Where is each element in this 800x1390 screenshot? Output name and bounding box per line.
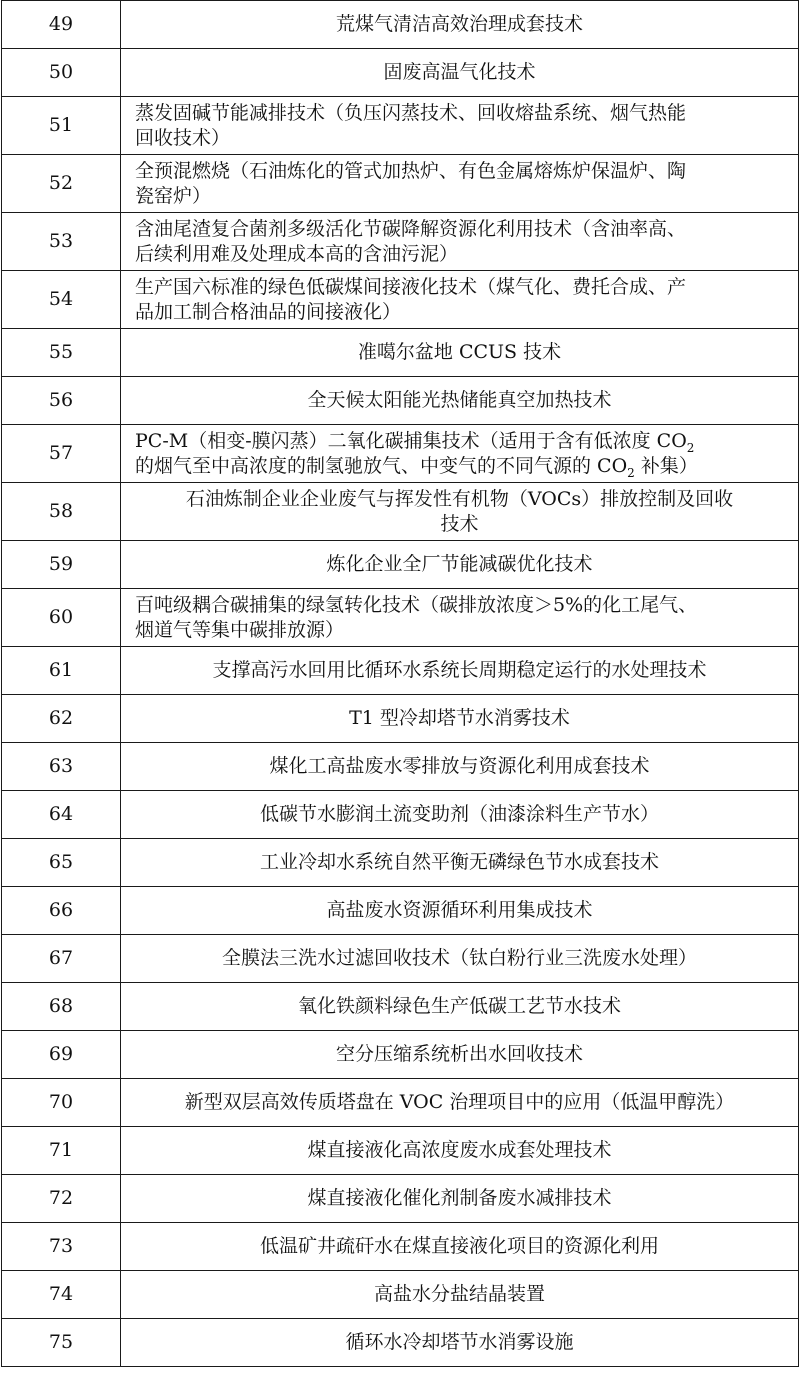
row-number: 71 (2, 1127, 121, 1175)
technology-name: 高盐水分盐结晶装置 (121, 1271, 799, 1319)
technology-name-line: 的烟气至中高浓度的制氢驰放气、中变气的不同气源的 CO (135, 454, 628, 477)
technology-name: 准噶尔盆地 CCUS 技术 (121, 329, 799, 377)
technology-name: 高盐废水资源循环利用集成技术 (121, 887, 799, 935)
technology-name: 全膜法三洗水过滤回收技术（钛白粉行业三洗废水处理） (121, 935, 799, 983)
table-row (2, 1271, 799, 1319)
row-number: 59 (2, 541, 121, 589)
table-row (2, 589, 799, 647)
technology-name (121, 425, 799, 483)
table-row (2, 791, 799, 839)
table-row (2, 1031, 799, 1079)
technology-name: 全天候太阳能光热储能真空加热技术 (121, 377, 799, 425)
technology-name (121, 589, 799, 647)
technology-name: 低温矿井疏矸水在煤直接液化项目的资源化利用 (121, 1223, 799, 1271)
table-row (2, 97, 799, 155)
table-row (2, 1319, 799, 1367)
table-row (2, 1223, 799, 1271)
table-row (2, 155, 799, 213)
table-row (2, 887, 799, 935)
technology-name-line: 石油炼制企业企业废气与挥发性有机物（VOCs）排放控制及回收 (185, 487, 734, 510)
row-number: 51 (2, 97, 121, 155)
technology-name: 煤直接液化高浓度废水成套处理技术 (121, 1127, 799, 1175)
technology-name: 煤化工高盐废水零排放与资源化利用成套技术 (121, 743, 799, 791)
subscript: 2 (627, 465, 635, 480)
technology-name (121, 271, 799, 329)
row-number: 65 (2, 839, 121, 887)
table-row (2, 983, 799, 1031)
table-row (2, 271, 799, 329)
row-number: 53 (2, 213, 121, 271)
table-row (2, 1127, 799, 1175)
technology-name-line: 回收技术） (135, 126, 231, 149)
subscript: 2 (686, 440, 695, 455)
technology-name (121, 213, 799, 271)
technology-name: 工业冷却水系统自然平衡无磷绿色节水成套技术 (121, 839, 799, 887)
row-number: 57 (2, 425, 121, 483)
technology-name: 氧化铁颜料绿色生产低碳工艺节水技术 (121, 983, 799, 1031)
technology-name-line: 后续利用难及处理成本高的含油污泥） (135, 242, 459, 265)
technology-name: 荒煤气清洁高效治理成套技术 (121, 1, 799, 49)
technology-name-line: PC-M（相变-膜闪蒸）二氧化碳捕集技术（适用于含有低浓度 CO (135, 429, 687, 452)
row-number: 70 (2, 1079, 121, 1127)
technology-name-line: 百吨级耦合碳捕集的绿氢转化技术（碳排放浓度＞5%的化工尾气、 (135, 593, 698, 616)
table-row (2, 695, 799, 743)
row-number: 56 (2, 377, 121, 425)
technology-name: 空分压缩系统析出水回收技术 (121, 1031, 799, 1079)
table-row (2, 1175, 799, 1223)
table-row (2, 743, 799, 791)
table-row (2, 377, 799, 425)
technology-name: 新型双层高效传质塔盘在 VOC 治理项目中的应用（低温甲醇洗） (121, 1079, 799, 1127)
technology-name: 炼化企业全厂节能减碳优化技术 (121, 541, 799, 589)
row-number: 74 (2, 1271, 121, 1319)
row-number: 50 (2, 49, 121, 97)
row-number: 69 (2, 1031, 121, 1079)
technology-name-line: 补集） (634, 454, 698, 477)
row-number: 54 (2, 271, 121, 329)
row-number: 60 (2, 589, 121, 647)
row-number: 52 (2, 155, 121, 213)
table-row (2, 49, 799, 97)
table-row (2, 1, 799, 49)
technology-name: 固废高温气化技术 (121, 49, 799, 97)
table-row (2, 329, 799, 377)
technology-name: T1 型冷却塔节水消雾技术 (121, 695, 799, 743)
table-row (2, 213, 799, 271)
row-number: 67 (2, 935, 121, 983)
row-number: 63 (2, 743, 121, 791)
row-number: 66 (2, 887, 121, 935)
technology-name (121, 155, 799, 213)
technology-name-line: 技术 (440, 512, 479, 535)
row-number: 72 (2, 1175, 121, 1223)
technology-name-line: 蒸发固碱节能减排技术（负压闪蒸技术、回收熔盐系统、烟气热能 (135, 101, 687, 124)
technology-name (121, 483, 799, 541)
technology-name-line: 烟道气等集中碳排放源） (135, 618, 345, 641)
technology-name: 煤直接液化催化剂制备废水减排技术 (121, 1175, 799, 1223)
table-row (2, 425, 799, 483)
technology-name-line: 全预混燃烧（石油炼化的管式加热炉、有色金属熔炼炉保温炉、陶 (135, 159, 687, 182)
row-number: 62 (2, 695, 121, 743)
table-row (2, 647, 799, 695)
row-number: 75 (2, 1319, 121, 1367)
technology-name-line: 生产国六标准的绿色低碳煤间接液化技术（煤气化、费托合成、产 (135, 275, 687, 298)
row-number: 58 (2, 483, 121, 541)
table-row (2, 483, 799, 541)
row-number: 49 (2, 1, 121, 49)
table-row (2, 935, 799, 983)
row-number: 61 (2, 647, 121, 695)
row-number: 55 (2, 329, 121, 377)
table-row (2, 839, 799, 887)
technology-name-line: 品加工制合格油品的间接液化） (135, 300, 402, 323)
technology-name (121, 97, 799, 155)
technology-name-line: 含油尾渣复合菌剂多级活化节碳降解资源化利用技术（含油率高、 (135, 217, 687, 240)
table-row (2, 541, 799, 589)
technology-name: 循环水冷却塔节水消雾设施 (121, 1319, 799, 1367)
technology-name-line: 瓷窑炉） (135, 184, 212, 207)
table-row (2, 1079, 799, 1127)
row-number: 68 (2, 983, 121, 1031)
row-number: 64 (2, 791, 121, 839)
technology-name: 支撑高污水回用比循环水系统长周期稳定运行的水处理技术 (121, 647, 799, 695)
technology-name: 低碳节水膨润土流变助剂（油漆涂料生产节水） (121, 791, 799, 839)
row-number: 73 (2, 1223, 121, 1271)
technology-table (1, 0, 799, 1367)
